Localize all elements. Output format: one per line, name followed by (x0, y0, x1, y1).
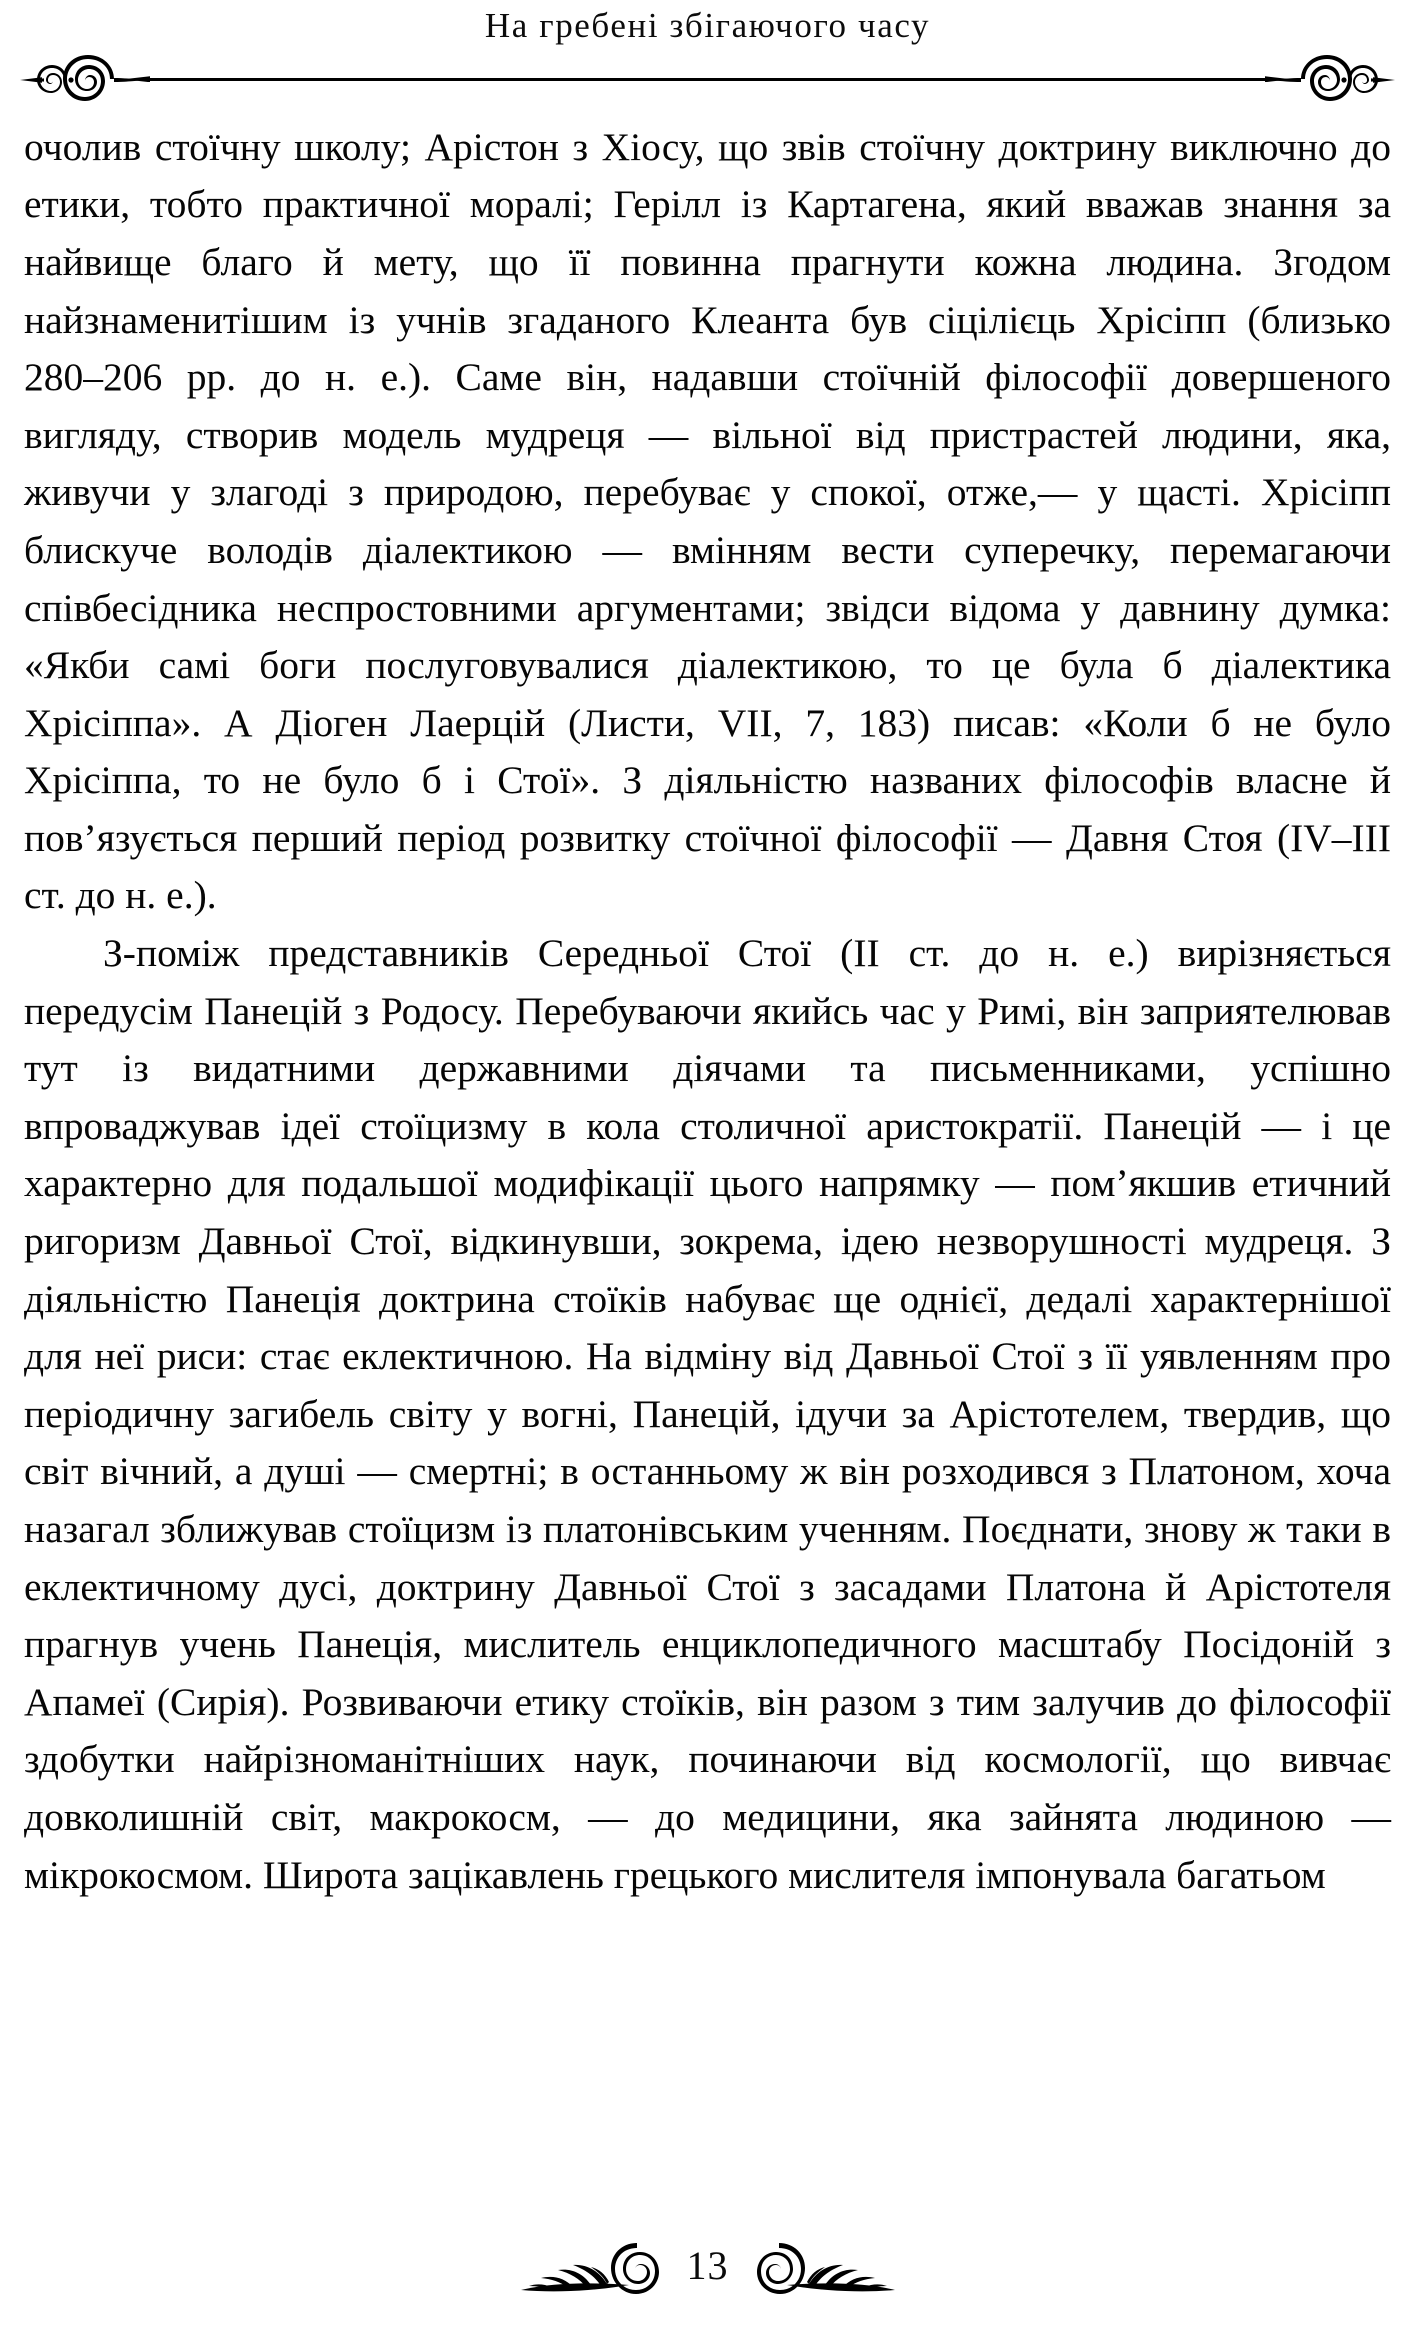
paragraph: очолив стоїчну школу; Арістон з Хіосу, що звів стоїчну доктрину виключно до етики, тобто практичної моралі; Герілл із Картагена, який вважав знання за найвище благо й мету, що її повинна прагнути кожна людина. Згодом найзнаменитішим із учнів згаданого Клеанта був сіцілієць Хрісіпп (близько 280–206 рр. до н. е.). Саме він, надавши стоїчній філософії довершеного вигляду, створив модель мудреця — вільної від пристрастей людини, яка, живучи у злагоді з природою, перебуває у спокої, отже,— у щасті. Хрісіпп блискуче володів діалектикою — вмінням вести суперечку, перемагаючи співбесідника неспростовними аргументами; звідси відома у давнину думка: «Якби самі боги послуговувалися діалектикою, то це була б діалектика Хрісіппа». А Діоген Лаерцій (Листи, VII, 7, 183) писав: «Коли б не було Хрісіппа, то не було б і Стої». З діяльністю названих філософів власне й пов’язується перший період розвитку стоїчної філософії — Давня Стоя (IV–III ст. до н. е.). (24, 124, 1391, 918)
flourish-spiral-ornament-mirrored (1267, 55, 1397, 103)
page-footer (0, 2206, 1415, 2340)
page-body-text (0, 103, 1415, 2206)
horizontal-rule (146, 78, 1269, 81)
leaf-flourish-ornament-mirrored (747, 2238, 897, 2294)
paragraph: З-поміж представників Середньої Стої (II ст. до н. е.) вирізняється передусім Панецій з Родосу. Перебуваючи якийсь час у Римі, він заприятелював тут із видатними державними діячами та письменниками, успішно впроваджував ідеї стоїцизму в кола столичної аристократії. Панецій — і це характерно для подальшої модифікації цього напрямку — пом’якшив етичний ригоризм Давньої Стої, відкинувши, зокрема, ідею незворушності мудреця. З діяльністю Панеція доктрина стоїків набуває ще однієї, дедалі характернішої для неї риси: стає еклектичною. На відміну від Давньої Стої з її уявленням про періодичну загибель світу у вогні, Панецій, ідучи за Арістотелем, твердив, що світ вічний, а душі — смертні; в останньому ж він розходився з Платоном, хоча назагал зближував стоїцизм із платонівським ученням. Поєднати, знову ж таки в еклектичному дусі, доктрину Давньої Стої з засадами Платона й Арістотеля прагнув учень Панеція, мислитель енциклопедичного масштабу Посідоній з Апамеї (Сирія). Розвиваючи етику стоїків, він разом з тим залучив до філософії здобутки найрізноманітніших наук, починаючи від космології, що вивчає довколишній світ, макрокосм, — до медицини, яка зайнята людиною — мікрокосмом. Широта зацікавлень грецького мислителя імпонувала багатьом (24, 931, 1391, 1897)
header-divider-rule (18, 55, 1397, 103)
running-head (0, 0, 1415, 45)
leaf-flourish-ornament (519, 2238, 669, 2294)
running-head-title: На гребені збігаючого часу (484, 6, 931, 45)
page-number: 13 (686, 2243, 729, 2288)
